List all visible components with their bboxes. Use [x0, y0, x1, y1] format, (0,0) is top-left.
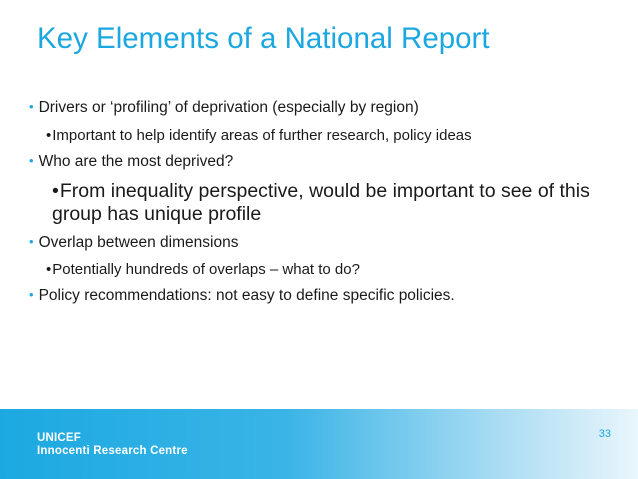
sub-bullet-item	[52, 180, 612, 226]
bullet-text: Overlap between dimensions	[38, 234, 239, 251]
bullet-item	[29, 234, 238, 252]
sub-bullet-text: Important to help identify areas of further research, policy ideas	[52, 127, 472, 144]
bullet-dot-icon: •	[29, 153, 34, 168]
bullet-dot-icon: •	[29, 287, 34, 302]
org-subtitle: Innocenti Research Centre	[37, 445, 188, 457]
slide-title: Key Elements of a National Report	[37, 22, 490, 55]
sub-bullet-item	[46, 261, 360, 278]
sub-bullet-text: From inequality perspective, would be important to see of this group has unique profile	[52, 180, 590, 225]
page-number: 33	[598, 428, 611, 440]
sub-bullet-dot-icon: •	[52, 180, 59, 202]
bullet-text: Who are the most deprived?	[38, 153, 234, 170]
bullet-item	[29, 99, 419, 117]
sub-bullet-item	[46, 127, 472, 144]
bullet-text: Drivers or ‘profiling’ of deprivation (especially by region)	[38, 99, 419, 116]
org-name: UNICEF	[37, 432, 82, 444]
bullet-item	[29, 153, 233, 171]
footer-band	[0, 409, 638, 479]
bullet-dot-icon: •	[29, 234, 34, 249]
bullet-item	[29, 287, 455, 305]
bullet-dot-icon: •	[29, 99, 34, 114]
sub-bullet-dot-icon: •	[46, 127, 52, 144]
sub-bullet-text: Potentially hundreds of overlaps – what to do?	[52, 261, 360, 278]
bullet-text: Policy recommendations: not easy to define specific policies.	[38, 287, 455, 304]
sub-bullet-dot-icon: •	[46, 261, 52, 278]
